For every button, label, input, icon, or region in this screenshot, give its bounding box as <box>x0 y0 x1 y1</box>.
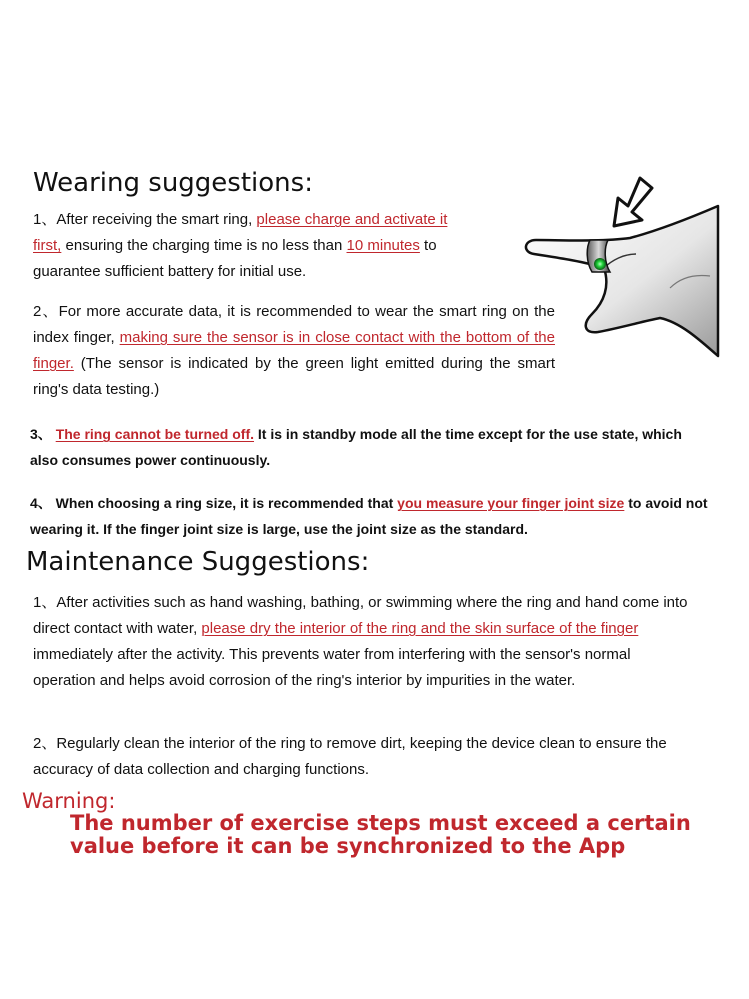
down-left-arrow-icon <box>614 178 652 226</box>
wearing-item-2 <box>33 299 555 403</box>
wearing-item-2-highlight-sensor: making sure the sensor is in close contact with the bottom of the finger. <box>33 329 555 372</box>
wearing-item-1-text-e: to guarantee sufficient battery for initial use. <box>33 237 437 280</box>
hand-with-ring-illustration <box>520 168 720 360</box>
wearing-item-3 <box>30 421 690 473</box>
wearing-title: Wearing suggestions: <box>33 168 313 198</box>
warning-title: Warning: <box>22 789 116 813</box>
wearing-item-1-highlight-charge: please charge and activate it first, <box>33 211 448 254</box>
wearing-item-3-highlight-cannot-turn-off: The ring cannot be turned off. <box>55 426 255 442</box>
maintenance-item-2: 2、Regularly clean the interior of the ring to remove dirt, keeping the device clean to ensure the accuracy of data collection and charging functions. <box>33 735 667 778</box>
maintenance-title: Maintenance Suggestions: <box>26 547 370 577</box>
wearing-item-1-highlight-minutes: 10 minutes <box>346 237 420 254</box>
hand-icon <box>526 206 718 356</box>
wearing-item-4-highlight-measure: you measure your finger joint size <box>397 495 625 511</box>
maintenance-item-1 <box>33 590 693 694</box>
wearing-item-4-text-c: to avoid not wearing it. If the finger joint size is large, use the joint size as the standard. <box>30 495 708 537</box>
maintenance-item-1-text-a: 1、After activities such as hand washing, bathing, or swimming where the ring and hand come into direct contact with water, <box>33 594 688 637</box>
wearing-item-1-text-c: ensuring the charging time is no less than <box>61 237 347 254</box>
wearing-item-4-text-a: 4、 When choosing a ring size, it is recommended that <box>30 495 398 511</box>
wearing-item-3-text-c: It is in standby mode all the time except for the use state, which also consumes power continuously. <box>30 426 682 468</box>
wearing-item-2-text-c: (The sensor is indicated by the green light emitted during the smart ring's data testing.) <box>33 355 555 398</box>
wearing-item-4 <box>30 490 710 542</box>
wearing-item-3-text-a: 3、 <box>30 426 56 442</box>
maintenance-item-1-highlight-dry: please dry the interior of the ring and the skin surface of the finger <box>201 620 639 637</box>
warning-text: The number of exercise steps must exceed a certain value before it can be synchronized to the App <box>70 811 691 858</box>
wearing-item-2-text-a: 2、For more accurate data, it is recommended to wear the smart ring on the index finger, <box>33 303 555 346</box>
maintenance-item-1-text-c: immediately after the activity. This prevents water from interfering with the sensor's normal operation and helps avoid corrosion of the ring's interior by impurities in the water. <box>33 646 631 689</box>
wearing-item-1-text-a: 1、After receiving the smart ring, <box>33 211 257 228</box>
sensor-light-icon <box>594 258 606 270</box>
wearing-item-1 <box>33 207 473 285</box>
